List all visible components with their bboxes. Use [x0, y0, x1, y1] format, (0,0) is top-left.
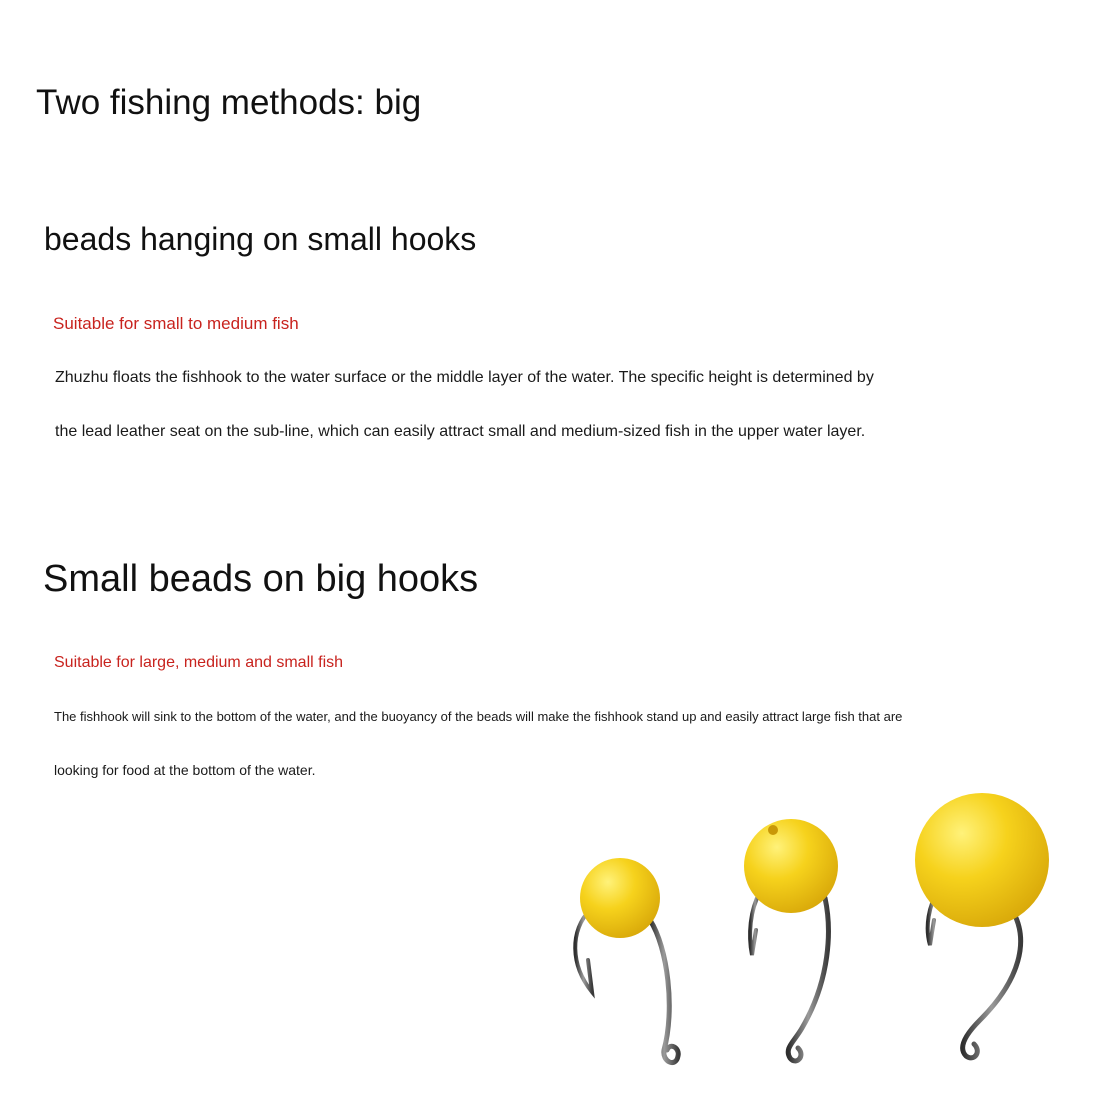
hook-medium — [750, 892, 828, 1061]
section2-subtitle: Suitable for large, medium and small fish — [54, 654, 344, 671]
bead-hole — [768, 825, 778, 835]
section1-title-line1: Two fishing methods: big — [36, 83, 422, 122]
section2-title: Small beads on big hooks — [43, 558, 479, 600]
section1-body-line1: Zhuzhu floats the fishhook to the water surface or the middle layer of the water. The specific height is determined by — [55, 369, 874, 386]
bead-medium — [744, 819, 838, 913]
section1-body-line2: the lead leather seat on the sub-line, which can easily attract small and medium-sized fish in the upper water layer. — [55, 423, 866, 440]
bead-small — [580, 858, 660, 938]
section1-title-line2: beads hanging on small hooks — [44, 221, 477, 257]
section2-body-line2: looking for food at the bottom of the water. — [54, 762, 316, 778]
section2-body-line1: The fishhook will sink to the bottom of the water, and the buoyancy of the beads will make the fishhook stand up and easily attract large fish that are — [54, 709, 903, 724]
section1-subtitle: Suitable for small to medium fish — [53, 314, 299, 333]
bead-hooks-photo — [540, 780, 1080, 1090]
bead-large — [915, 793, 1049, 927]
